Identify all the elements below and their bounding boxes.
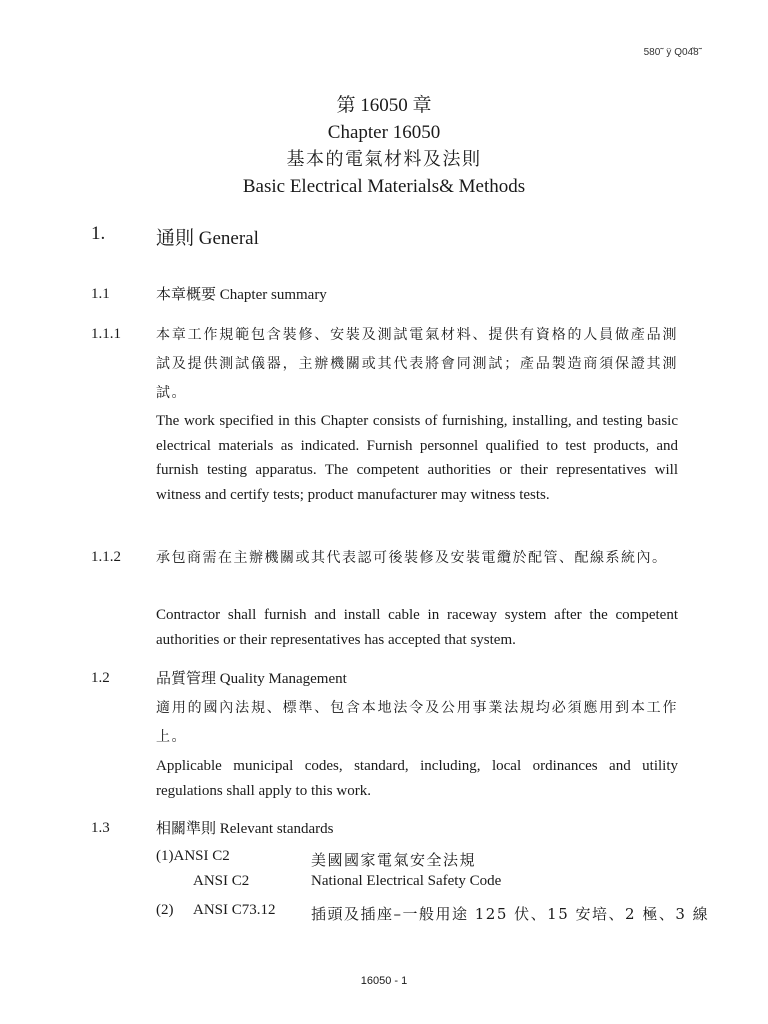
section-1-1-number: 1.1 xyxy=(91,286,110,302)
standard-row-2-desc: National Electrical Safety Code xyxy=(311,873,502,889)
chapter-subtitle-zh: 基本的電氣材料及法則 xyxy=(286,149,482,170)
section-1-1-2-en: Contractor shall furnish and install cable in raceway system after the competent authorities or their representatives has accepted that system. xyxy=(156,607,678,648)
section-1-title: 通則 General xyxy=(156,228,259,249)
section-1-1-1-zh: 本章工作規範包含裝修、安裝及測試電氣材料、提供有資格的人員做產品測試及提供測試儀器，主辦機關或其代表將會同測試；產品製造商須保證其測試。 xyxy=(156,327,678,401)
standard-row-1-desc: 美國國家電氣安全法規 xyxy=(311,851,477,869)
section-1-1-title: 本章概要 Chapter summary xyxy=(156,287,327,303)
standard-row-3-prefix: (2) xyxy=(156,902,174,918)
section-1-1-2-zh: 承包商需在主辦機關或其代表認可後裝修及安裝電纜於配管、配線系統內。 xyxy=(156,550,668,566)
page-number: 16050 - 1 xyxy=(360,975,408,987)
section-1-2-zh: 適用的國內法規、標準、包含本地法令及公用事業法規均必須應用到本工作上。 xyxy=(156,700,678,745)
standard-row-3-code: ANSI C73.12 xyxy=(193,902,276,918)
standard-row-3-desc: 插頭及插座–一般用途 125 伏、15 安培、2 極、3 線 xyxy=(311,905,710,923)
section-1-3-title: 相關準則 Relevant standards xyxy=(156,821,334,837)
chapter-subtitle-en: Basic Electrical Materials& Methods xyxy=(242,176,526,197)
section-1-1-1-en: The work specified in this Chapter consists of furnishing, installing, and testing basic electrical materials as indicated. Furnish personnel qualified to test products, and furnish testing apparatus. The competent authorities or their representatives will witness and certify tests; product manufacturer may witness tests. xyxy=(156,413,678,503)
section-1-2-en: Applicable municipal codes, standard, including, local ordinances and utility regulations shall apply to this work. xyxy=(156,758,678,799)
section-1-1-1-number: 1.1.1 xyxy=(91,326,121,342)
chapter-title-zh: 第 16050 章 xyxy=(336,95,432,116)
section-1-3-number: 1.3 xyxy=(91,820,110,836)
chapter-title-en: Chapter 16050 xyxy=(327,122,441,143)
standard-row-2-code: ANSI C2 xyxy=(193,873,250,889)
section-1-2-title: 品質管理 Quality Management xyxy=(156,671,347,687)
standard-row-1-prefix: (1)ANSI C2 xyxy=(156,848,230,864)
header-code: 580˜ ÿ Q04̋8˜ xyxy=(643,47,702,58)
section-1-1-2-number: 1.1.2 xyxy=(91,549,121,565)
section-1-2-number: 1.2 xyxy=(91,670,110,686)
section-1-number: 1. xyxy=(91,223,106,244)
